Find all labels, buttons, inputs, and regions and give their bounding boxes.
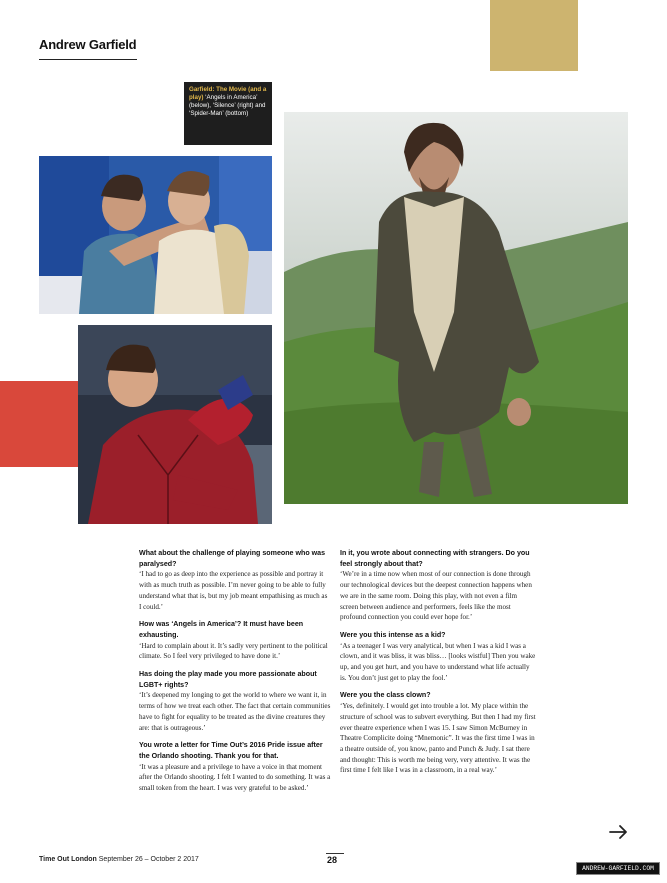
photo-spider-man [78,325,272,524]
question: Were you the class clown? [340,691,431,700]
answer: ‘I had to go as deep into the experience as possible and portray it with as much truth as possible. I’m never going to be able to fully understand what that is, but my job meant empathising as much as I could.’ [139,570,328,611]
page-number: 28 [327,855,338,865]
question: What about the challenge of playing someone who was paralysed? [139,549,326,568]
answer: ‘As a teenager I was very analytical, but when I was a kid I was a clown, and it was bliss, it was bliss… [looks wistful] Then you wake up, and you get hurt, and you have to understand what life actually is. You don’t just get to play the fool.’ [340,641,536,682]
decorative-gold-block [490,0,578,71]
page-number-rule [326,853,344,854]
question: Were you this intense as a kid? [340,630,446,639]
answer: ‘It’s deepened my longing to get the world to where we want it, in terms of how we treat each other. The fact that certain communities have to fight for equality to be treated as the divine creatures they are: that is outrageous.’ [139,691,331,732]
interview-column-right [340,548,536,783]
question: How was ‘Angels in America’? It must have been exhausting. [139,620,304,639]
answer: ‘It was a pleasure and a privilege to have a voice in that moment after the Orlando shooting. I felt I wanted to do something. It was a small token from the heart. I was very grateful to be asked.’ [139,762,331,793]
question: You wrote a letter for Time Out’s 2016 Pride issue after the Orlando shooting. Thank you for that. [139,741,323,760]
section-title-rule [39,59,137,60]
interview-column-left [139,548,331,801]
photo-silence [284,112,628,504]
answer: ‘Yes, definitely. I would get into trouble a lot. My place within the structure of school was to subvert everything. But then I had my first ever theatre experience when I was 15. I saw Simon McBurney in Theatre Complicite doing “Mnemonic”. It was the first time I was in a theatre outside of, you know, panto and Punch & Judy. I sat there and thought: This is worth me being very, very attentive. It was the first time I felt like I was in a classroom, in a real way.’ [340,702,536,775]
arrow-right-icon[interactable] [609,824,629,840]
photo-caption-highlight: Garfield: The Movie (and a play) [189,86,267,101]
footer-brand: Time Out London [39,856,97,863]
answer: ‘Hard to complain about it. It’s sadly very pertinent to the political climate. So I feel very privileged to have done it.’ [139,641,328,661]
photo-caption [184,82,272,145]
footer-date: September 26 – October 2 2017 [98,856,199,863]
question: In it, you wrote about connecting with strangers. Do you feel strongly about that? [340,549,530,568]
section-title: Andrew Garfield [39,37,137,52]
watermark: ANDREW-GARFIELD.COM [576,862,660,875]
question: Has doing the play made you more passionate about LGBT+ rights? [139,670,317,689]
footer-credit [39,856,199,863]
photo-caption-text: ‘Angels in America’ (below), ‘Silence’ (right) and ‘Spider-Man’ (bottom) [189,94,266,117]
answer: ‘We’re in a time now when most of our connection is done through our technological devices but the deepest connection happens when we are in the same room. Doing this play, with not even a film screen between audience and performers, feels like the most profound connection you could ever hope for.’ [340,570,532,622]
photo-angels-in-america [39,156,272,314]
